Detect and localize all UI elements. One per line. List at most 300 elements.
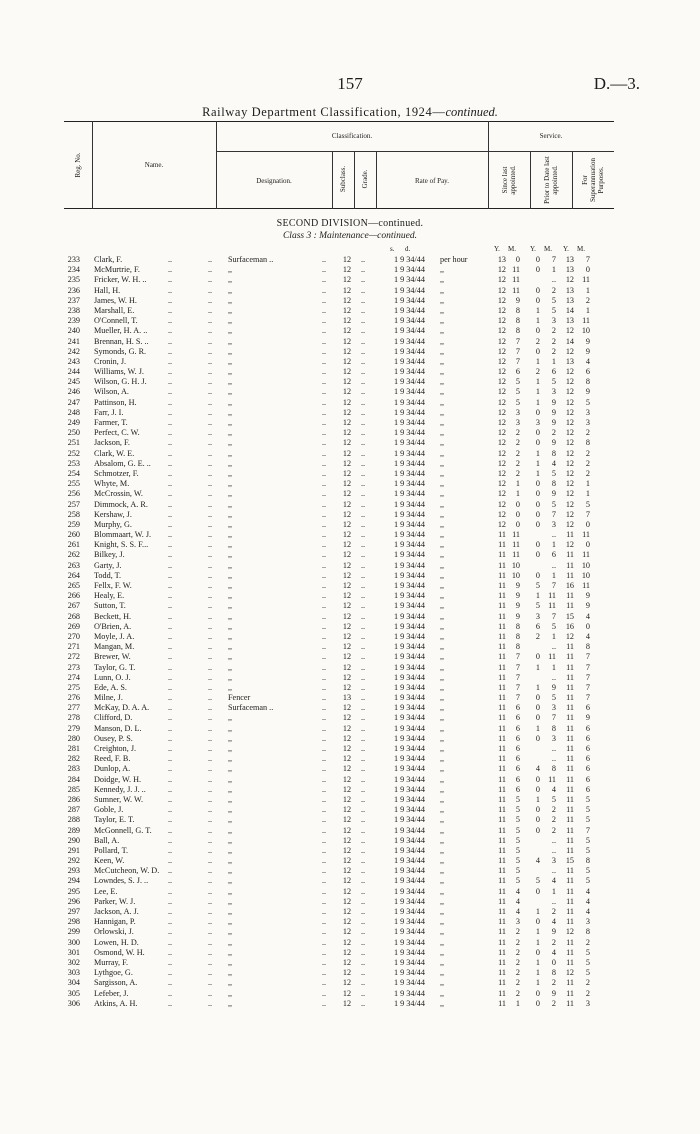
super-months-cell: 10	[581, 560, 590, 570]
division-heading: SECOND DIVISION—continued.	[276, 218, 424, 229]
pay-unit-cell: ,,	[440, 316, 445, 326]
prior-months-cell: 7	[551, 581, 556, 590]
pay-unit-cell: ,,	[440, 896, 445, 906]
leader-dots: ..	[208, 774, 213, 784]
prior-years-cell: 1	[535, 387, 540, 397]
super-years-cell: 12	[565, 519, 574, 529]
since-years-cell: 12	[497, 489, 506, 499]
prior-months-cell: 8	[551, 723, 556, 733]
leader-dots: ..	[322, 489, 327, 499]
table-row	[0, 540, 700, 550]
subclass-cell: 12	[342, 947, 352, 957]
leader-dots: ..	[208, 998, 213, 1008]
table-row	[0, 337, 700, 347]
leader-dots: ..	[168, 336, 173, 346]
super-years-cell: 11	[566, 591, 574, 601]
since-years-cell: 11	[498, 957, 506, 967]
reg-no-cell: 275	[67, 682, 80, 692]
prior-years-cell: 0	[535, 479, 540, 489]
pay-unit-cell: ,,	[440, 794, 445, 804]
subclass-cell: 12	[342, 774, 352, 784]
since-years-cell: 11	[498, 693, 506, 703]
rate-of-pay-cell: 1 9 34/44	[394, 764, 425, 774]
name-cell: Perfect, C. W.	[94, 428, 140, 438]
prior-months-cell: 11	[548, 591, 556, 601]
designation-cell: ,,	[228, 631, 233, 641]
leader-dots: ..	[208, 805, 213, 815]
leader-dots: ..	[208, 907, 213, 916]
since-months-cell: 3	[515, 917, 520, 927]
name-header: Name.	[144, 161, 164, 169]
leader-dots: ..	[361, 489, 366, 499]
rate-of-pay-cell: 1 9 34/44	[394, 703, 425, 713]
pay-unit-cell: ,,	[440, 621, 445, 631]
leader-dots: ..	[208, 856, 213, 866]
leader-dots: ..	[361, 305, 366, 315]
leader-dots: ..	[208, 621, 213, 631]
rate-of-pay-cell: 1 9 34/44	[394, 794, 425, 804]
subclass-cell: 12	[342, 876, 352, 886]
table-row	[0, 367, 700, 377]
leader-dots: ..	[361, 825, 366, 835]
name-cell: Sumner, W. W.	[94, 794, 144, 804]
table-row	[0, 510, 700, 520]
since-years-cell: 12	[497, 407, 506, 417]
since-years-cell: 11	[498, 601, 506, 611]
rate-of-pay-cell: 1 9 34/44	[394, 468, 425, 478]
table-row	[0, 642, 700, 652]
reg-no-cell: 294	[67, 876, 80, 886]
leader-dots: ..	[361, 326, 366, 336]
pay-unit-cell: ,,	[440, 346, 445, 356]
prior-months-cell: 1	[551, 886, 556, 896]
rate-of-pay-cell: 1 9 34/44	[394, 479, 425, 489]
pay-unit-cell: ,,	[440, 937, 445, 947]
since-years-cell: 11	[498, 550, 506, 560]
super-years-cell: 11	[566, 744, 574, 753]
since-months-cell: 7	[515, 662, 520, 672]
prior-months-cell: 2	[551, 937, 556, 947]
reg-no-cell: 269	[67, 621, 80, 631]
leader-dots: ..	[322, 275, 327, 285]
pay-unit-cell: ,,	[440, 682, 445, 692]
table-row	[0, 907, 700, 917]
super-months-cell: 2	[585, 988, 590, 998]
super-years-cell: 11	[566, 560, 574, 570]
prior-years-cell: 0	[535, 917, 540, 927]
leader-dots: ..	[208, 550, 213, 560]
super-years-cell: 11	[566, 815, 574, 825]
prior-months-cell: 8	[551, 764, 556, 774]
designation-cell: ,,	[228, 988, 233, 998]
designation-cell: ,,	[228, 682, 233, 692]
leader-dots: ..	[208, 835, 213, 845]
leader-dots: ..	[168, 957, 173, 967]
leader-dots: ..	[168, 733, 173, 743]
reg-no-cell: 298	[67, 917, 80, 927]
designation-cell: ,,	[228, 978, 233, 988]
table-row	[0, 826, 700, 836]
prior-months-cell: 5	[551, 621, 556, 631]
leader-dots: ..	[361, 856, 366, 866]
since-years-cell: 11	[498, 764, 506, 774]
name-cell: Parker, W. J.	[94, 896, 136, 906]
name-cell: Knight, S. S. F...	[94, 540, 149, 550]
name-cell: Clark, F.	[94, 255, 123, 264]
since-years-cell: 11	[498, 662, 506, 672]
subclass-cell: 12	[342, 754, 352, 764]
leader-dots: ..	[168, 988, 173, 998]
leader-dots: ..	[322, 764, 327, 774]
leader-dots: ..	[168, 723, 173, 733]
super-years-cell: 13	[565, 255, 574, 264]
subclass-cell: 12	[342, 601, 352, 611]
leader-dots: ..	[322, 540, 327, 550]
designation-cell: ,,	[228, 733, 233, 743]
leader-dots: ..	[322, 295, 327, 305]
super-years-cell: 11	[566, 876, 574, 886]
rate-of-pay-cell: 1 9 34/44	[394, 550, 425, 560]
leader-dots: ..	[361, 407, 366, 417]
super-months-cell: 5	[585, 957, 590, 967]
super-years-cell: 12	[565, 489, 574, 499]
leader-dots: ..	[322, 591, 327, 601]
super-years-cell: 13	[565, 285, 574, 295]
designation-cell: ,,	[228, 794, 233, 804]
pay-unit-cell: ,,	[440, 957, 445, 967]
leader-dots: ..	[322, 499, 327, 509]
table-row	[0, 836, 700, 846]
leader-dots: ..	[168, 407, 173, 417]
super-years-cell: 12	[565, 275, 574, 285]
super-years-cell: 11	[566, 886, 574, 896]
since-years-cell: 11	[498, 784, 506, 794]
prior-years-cell: 0	[535, 713, 540, 723]
prior-years-cell: 4	[535, 764, 540, 774]
header-bottom-rule	[64, 208, 614, 209]
table-row	[0, 785, 700, 795]
reg-no-cell: 241	[67, 336, 80, 346]
pay-unit-cell: ,,	[440, 947, 445, 957]
designation-cell: ,,	[228, 479, 233, 489]
leader-dots: ..	[208, 519, 213, 529]
name-cell: Fricker, W. H. ..	[94, 275, 147, 285]
since-months-cell: 6	[515, 744, 520, 753]
super-months-cell: 11	[582, 530, 590, 540]
leader-dots: ..	[208, 642, 213, 652]
table-row	[0, 978, 700, 988]
reg-no-cell: 254	[67, 468, 80, 478]
since-years-cell: 12	[497, 397, 506, 407]
prior-years-cell: 1	[535, 316, 540, 326]
leader-dots: ..	[322, 835, 327, 845]
super-months-cell: 1	[585, 479, 590, 489]
table-row	[0, 652, 700, 662]
table-row	[0, 601, 700, 611]
super-years-cell: 12	[565, 499, 574, 509]
super-months-cell: 11	[582, 275, 590, 285]
leader-dots: ..	[208, 295, 213, 305]
leader-dots: ..	[168, 815, 173, 825]
since-months-cell: 11	[512, 530, 520, 540]
super-years-cell: 13	[565, 356, 574, 366]
pay-unit-cell: ,,	[440, 754, 445, 764]
since-years-cell: 12	[497, 509, 506, 519]
super-months-cell: 9	[585, 713, 590, 723]
page-title	[0, 105, 700, 120]
name-cell: Taylor, E. T.	[94, 815, 135, 825]
unit-prior-years: Y.	[530, 245, 536, 253]
prior-years-cell: 1	[535, 468, 540, 478]
unit-prior-months: M.	[544, 245, 552, 253]
subclass-cell: 12	[342, 937, 352, 947]
leader-dots: ..	[168, 530, 173, 540]
table-row	[0, 775, 700, 785]
name-cell: Marshall, E.	[94, 305, 135, 315]
designation-cell: ,,	[228, 458, 233, 468]
super-months-cell: 4	[585, 631, 590, 641]
table-row	[0, 306, 700, 316]
super-years-cell: 16	[565, 581, 574, 590]
super-years-cell: 11	[566, 601, 574, 611]
designation-cell: ,,	[228, 754, 233, 764]
leader-dots: ..	[322, 530, 327, 540]
leader-dots: ..	[168, 377, 173, 387]
col-divider	[332, 151, 333, 209]
leader-dots: ..	[322, 876, 327, 886]
leader-dots: ..	[361, 550, 366, 560]
leader-dots: ..	[361, 754, 366, 764]
since-months-cell: 6	[515, 764, 520, 774]
prior-months-cell: 11	[548, 652, 556, 662]
leader-dots: ..	[208, 305, 213, 315]
super-months-cell: 8	[585, 927, 590, 937]
leader-dots: ..	[361, 519, 366, 529]
leader-dots: ..	[361, 866, 366, 876]
since-months-cell: 7	[515, 356, 520, 366]
since-years-cell: 11	[498, 611, 506, 621]
super-years-cell: 12	[565, 540, 574, 550]
super-years-cell: 11	[566, 866, 574, 876]
since-months-cell: 2	[515, 927, 520, 937]
leader-dots: ..	[322, 550, 327, 560]
super-months-cell: 5	[585, 815, 590, 825]
reg-no-cell: 295	[67, 886, 80, 896]
since-months-cell: 7	[515, 652, 520, 662]
table-row	[0, 347, 700, 357]
reg-no-cell: 290	[67, 835, 80, 845]
name-cell: Whyte, M.	[94, 479, 130, 489]
reg-no-cell: 235	[67, 275, 80, 285]
subclass-cell: 12	[342, 438, 352, 448]
since-years-cell: 11	[498, 621, 506, 631]
leader-dots: ..	[208, 957, 213, 967]
rate-of-pay-cell: 1 9 34/44	[394, 662, 425, 672]
leader-dots: ..	[361, 794, 366, 804]
super-months-cell: 3	[585, 917, 590, 927]
name-cell: Milne, J.	[94, 693, 123, 703]
prior-months-cell: ..	[551, 744, 556, 753]
leader-dots: ..	[168, 835, 173, 845]
pay-unit-cell: ,,	[440, 265, 445, 275]
leader-dots: ..	[208, 509, 213, 519]
name-cell: Mueller, H. A. ..	[94, 326, 148, 336]
subclass-cell: 12	[342, 631, 352, 641]
super-months-cell: 0	[585, 540, 590, 550]
pay-unit-cell: ,,	[440, 499, 445, 509]
leader-dots: ..	[361, 957, 366, 967]
prior-to-appointment-header: Prior to Date last appointed.	[543, 156, 559, 204]
super-years-cell: 11	[566, 733, 574, 743]
super-years-cell: 13	[565, 316, 574, 326]
rate-of-pay-cell: 1 9 34/44	[394, 652, 425, 662]
prior-months-cell: 2	[551, 326, 556, 336]
rate-of-pay-cell: 1 9 34/44	[394, 581, 425, 590]
reg-no-cell: 234	[67, 265, 80, 275]
since-months-cell: 7	[515, 346, 520, 356]
leader-dots: ..	[361, 917, 366, 927]
super-months-cell: 3	[585, 407, 590, 417]
table-row	[0, 500, 700, 510]
since-months-cell: 11	[512, 275, 520, 285]
table-row	[0, 265, 700, 275]
unit-super-months: M.	[577, 245, 585, 253]
name-cell: Ousey, P. S.	[94, 733, 133, 743]
rate-of-pay-cell: 1 9 34/44	[394, 519, 425, 529]
since-years-cell: 11	[498, 744, 506, 753]
subclass-cell: 12	[342, 927, 352, 937]
leader-dots: ..	[361, 968, 366, 978]
leader-dots: ..	[322, 255, 327, 264]
since-years-cell: 12	[497, 458, 506, 468]
table-row	[0, 469, 700, 479]
designation-cell: ,,	[228, 509, 233, 519]
super-years-cell: 12	[565, 428, 574, 438]
since-years-cell: 12	[497, 326, 506, 336]
prior-months-cell: 7	[551, 611, 556, 621]
leader-dots: ..	[361, 713, 366, 723]
designation-cell: Fencer	[228, 693, 251, 703]
super-years-cell: 11	[566, 723, 574, 733]
prior-months-cell: 4	[551, 917, 556, 927]
super-years-cell: 11	[566, 937, 574, 947]
rate-of-pay-cell: 1 9 34/44	[394, 631, 425, 641]
since-months-cell: 8	[515, 631, 520, 641]
prior-months-cell: 9	[551, 438, 556, 448]
super-months-cell: 7	[585, 652, 590, 662]
subclass-cell: 12	[342, 255, 352, 264]
prior-years-cell: 4	[535, 856, 540, 866]
designation-cell: ,,	[228, 815, 233, 825]
prior-months-cell: 5	[551, 693, 556, 703]
rate-of-pay-cell: 1 9 34/44	[394, 611, 425, 621]
leader-dots: ..	[361, 896, 366, 906]
subclass-cell: 12	[342, 896, 352, 906]
designation-cell: ,,	[228, 805, 233, 815]
prior-months-cell: 9	[551, 397, 556, 407]
since-months-cell: 7	[515, 693, 520, 703]
rate-of-pay-cell: 1 9 34/44	[394, 937, 425, 947]
since-months-cell: 9	[515, 601, 520, 611]
subclass-cell: 12	[342, 968, 352, 978]
since-months-cell: 5	[515, 377, 520, 387]
table-row	[0, 489, 700, 499]
name-cell: Wilson, A.	[94, 387, 129, 397]
since-years-cell: 11	[498, 570, 506, 580]
super-months-cell: 8	[585, 438, 590, 448]
reg-no-cell: 239	[67, 316, 80, 326]
leader-dots: ..	[322, 560, 327, 570]
super-months-cell: 5	[585, 794, 590, 804]
since-months-cell: 3	[515, 418, 520, 427]
name-cell: Clifford, D.	[94, 713, 133, 723]
since-months-cell: 0	[515, 499, 520, 509]
leader-dots: ..	[322, 682, 327, 692]
since-years-cell: 11	[498, 876, 506, 886]
rate-of-pay-cell: 1 9 34/44	[394, 713, 425, 723]
super-years-cell: 11	[566, 672, 574, 682]
leader-dots: ..	[168, 845, 173, 855]
since-years-cell: 11	[498, 937, 506, 947]
super-years-cell: 11	[566, 693, 574, 703]
pay-unit-cell: ,,	[440, 295, 445, 305]
leader-dots: ..	[168, 713, 173, 723]
leader-dots: ..	[322, 316, 327, 326]
super-months-cell: 2	[585, 428, 590, 438]
name-cell: Reed, F. B.	[94, 754, 131, 764]
since-months-cell: 10	[511, 560, 520, 570]
leader-dots: ..	[208, 672, 213, 682]
rate-of-pay-cell: 1 9 34/44	[394, 744, 425, 753]
since-years-cell: 12	[497, 377, 506, 387]
leader-dots: ..	[361, 570, 366, 580]
leader-dots: ..	[208, 479, 213, 489]
since-years-cell: 11	[498, 825, 506, 835]
prior-years-cell: 1	[535, 591, 540, 601]
super-months-cell: 11	[582, 550, 590, 560]
leader-dots: ..	[361, 265, 366, 275]
leader-dots: ..	[322, 581, 327, 590]
leader-dots: ..	[322, 856, 327, 866]
prior-months-cell: 4	[551, 458, 556, 468]
pay-unit-cell: ,,	[440, 479, 445, 489]
prior-years-cell: 0	[535, 550, 540, 560]
leader-dots: ..	[361, 845, 366, 855]
since-months-cell: 2	[515, 947, 520, 957]
subclass-cell: 12	[342, 866, 352, 876]
super-months-cell: 9	[585, 601, 590, 611]
rate-of-pay-cell: 1 9 34/44	[394, 754, 425, 764]
rate-of-pay-cell: 1 9 34/44	[394, 672, 425, 682]
subclass-cell: 12	[342, 499, 352, 509]
prior-months-cell: 2	[551, 428, 556, 438]
reg-no-cell: 252	[67, 448, 80, 458]
super-years-cell: 15	[565, 611, 574, 621]
leader-dots: ..	[208, 631, 213, 641]
since-months-cell: 2	[515, 468, 520, 478]
pay-unit-cell: ,,	[440, 468, 445, 478]
prior-months-cell: 7	[551, 509, 556, 519]
rate-of-pay-cell: 1 9 34/44	[394, 448, 425, 458]
pay-unit-cell: ,,	[440, 387, 445, 397]
rate-of-pay-cell: 1 9 34/44	[394, 774, 425, 784]
leader-dots: ..	[361, 285, 366, 295]
super-years-cell: 11	[566, 764, 574, 774]
rate-of-pay-cell: 1 9 34/44	[394, 733, 425, 743]
rate-of-pay-cell: 1 9 34/44	[394, 255, 425, 264]
super-years-cell: 11	[566, 713, 574, 723]
leader-dots: ..	[168, 519, 173, 529]
